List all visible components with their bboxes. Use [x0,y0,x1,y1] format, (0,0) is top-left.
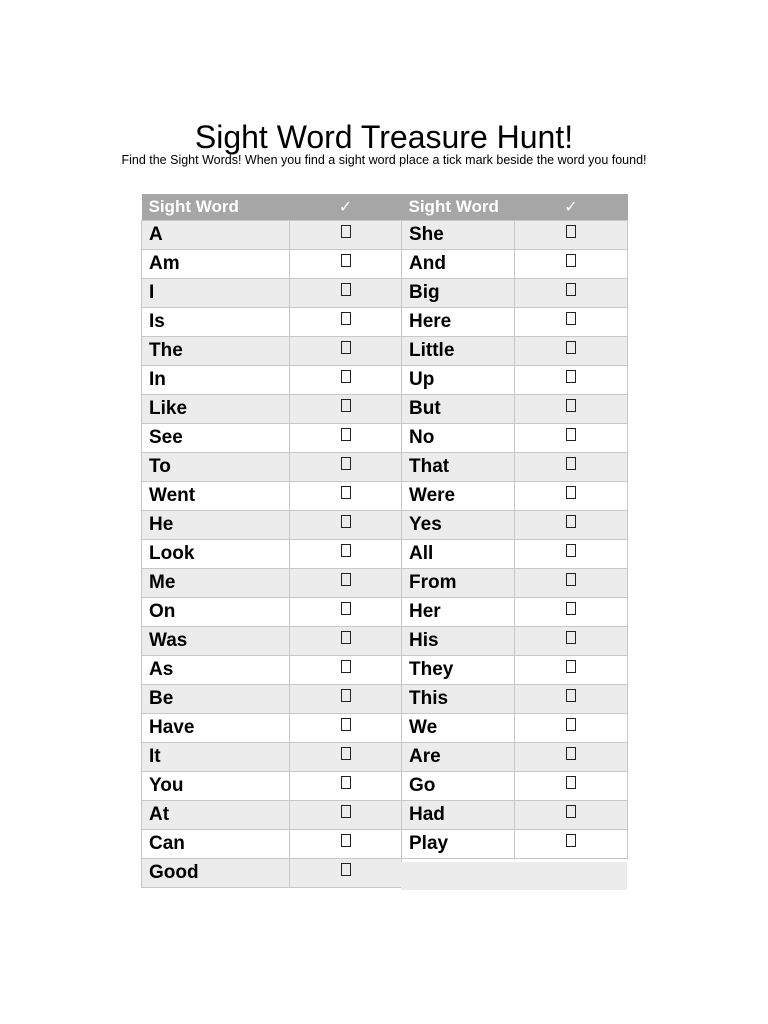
sight-word-cell: Look [142,540,290,569]
sight-word-table-right [401,194,628,859]
sight-word-cell: Were [402,482,515,511]
sight-word-cell: Like [142,395,290,424]
left-word-list [142,221,402,888]
table-row [142,424,402,453]
tick-cell[interactable] [290,424,402,453]
tick-cell[interactable] [290,279,402,308]
table-row [142,221,402,250]
tick-cell[interactable] [290,250,402,279]
tick-cell[interactable] [515,424,628,453]
empty-checkbox-icon[interactable] [566,747,576,760]
table-row [142,801,402,830]
table-row [402,656,628,685]
empty-checkbox-icon[interactable] [341,312,351,325]
sight-word-cell: Be [142,685,290,714]
sight-word-cell: Was [142,627,290,656]
empty-checkbox-icon[interactable] [341,660,351,673]
tick-cell[interactable] [290,337,402,366]
empty-checkbox-icon[interactable] [341,805,351,818]
tick-cell[interactable] [290,453,402,482]
sight-word-table-left [141,194,402,888]
table-row [142,830,402,859]
empty-checkbox-icon[interactable] [341,602,351,615]
tick-cell[interactable] [290,221,402,250]
sight-word-cell: And [402,250,515,279]
sight-word-cell: A [142,221,290,250]
sight-word-cell: Is [142,308,290,337]
table-header-row [142,194,402,221]
tick-cell[interactable] [290,308,402,337]
empty-checkbox-icon[interactable] [566,428,576,441]
empty-checkbox-icon[interactable] [566,370,576,383]
empty-checkbox-icon[interactable] [341,689,351,702]
sight-word-cell: Play [402,830,515,859]
column-header-sight-word: Sight Word [402,194,515,221]
empty-checkbox-icon[interactable] [341,370,351,383]
tick-cell[interactable] [515,569,628,598]
table-row [142,308,402,337]
table-row [402,743,628,772]
empty-checkbox-icon[interactable] [341,486,351,499]
sight-word-cell: No [402,424,515,453]
sight-word-cell: Went [142,482,290,511]
tick-cell[interactable] [290,366,402,395]
empty-checkbox-icon[interactable] [566,225,576,238]
table-row [402,424,628,453]
empty-checkbox-icon[interactable] [341,254,351,267]
table-row [402,801,628,830]
tick-cell[interactable] [515,627,628,656]
tick-cell[interactable] [290,743,402,772]
empty-checkbox-icon[interactable] [341,225,351,238]
table-row [402,540,628,569]
table-row [142,540,402,569]
empty-checkbox-icon[interactable] [341,631,351,644]
tick-cell[interactable] [290,859,402,888]
tick-cell[interactable] [515,511,628,540]
tick-cell[interactable] [290,714,402,743]
table-row [142,482,402,511]
sight-word-cell: The [142,337,290,366]
sight-word-cell: But [402,395,515,424]
sight-word-cell: That [402,453,515,482]
empty-checkbox-icon[interactable] [566,718,576,731]
empty-checkbox-icon[interactable] [566,631,576,644]
sight-word-cell: His [402,627,515,656]
tick-cell[interactable] [515,801,628,830]
tick-cell[interactable] [515,366,628,395]
table-row [142,714,402,743]
sight-word-cell: This [402,685,515,714]
sight-word-cell: It [142,743,290,772]
empty-table-filler [401,862,627,890]
column-header-checkmark-icon: ✓ [290,194,402,221]
table-row [402,366,628,395]
sight-word-cell: Are [402,743,515,772]
table-row [142,250,402,279]
tick-cell[interactable] [515,714,628,743]
table-row [142,656,402,685]
empty-checkbox-icon[interactable] [566,660,576,673]
empty-checkbox-icon[interactable] [341,515,351,528]
tick-cell[interactable] [515,482,628,511]
tick-cell[interactable] [515,250,628,279]
tick-cell[interactable] [515,308,628,337]
empty-checkbox-icon[interactable] [566,805,576,818]
tick-cell[interactable] [290,598,402,627]
empty-checkbox-icon[interactable] [566,776,576,789]
tick-cell[interactable] [515,279,628,308]
empty-checkbox-icon[interactable] [341,834,351,847]
table-row [402,569,628,598]
right-word-list [402,221,628,859]
table-row [402,685,628,714]
sight-word-cell: All [402,540,515,569]
sight-word-cell: On [142,598,290,627]
empty-checkbox-icon[interactable] [341,544,351,557]
table-row [402,772,628,801]
sight-word-cell: Here [402,308,515,337]
empty-checkbox-icon[interactable] [566,283,576,296]
tick-cell[interactable] [515,540,628,569]
sight-word-cell: See [142,424,290,453]
table-row [402,221,628,250]
sight-word-cell: We [402,714,515,743]
empty-checkbox-icon[interactable] [566,254,576,267]
table-row [142,569,402,598]
tick-cell[interactable] [290,685,402,714]
empty-checkbox-icon[interactable] [566,515,576,528]
tick-cell[interactable] [290,656,402,685]
table-row [142,685,402,714]
empty-checkbox-icon[interactable] [566,457,576,470]
table-row [402,598,628,627]
sight-word-cell: Go [402,772,515,801]
empty-checkbox-icon[interactable] [566,689,576,702]
sight-word-cell: He [142,511,290,540]
tick-cell[interactable] [515,772,628,801]
sight-word-cell: Am [142,250,290,279]
table-row [402,279,628,308]
sight-word-cell: Good [142,859,290,888]
table-row [402,308,628,337]
empty-checkbox-icon[interactable] [341,283,351,296]
empty-checkbox-icon[interactable] [341,776,351,789]
table-row [142,337,402,366]
table-row [142,511,402,540]
tick-cell[interactable] [290,830,402,859]
sight-word-cell: She [402,221,515,250]
sight-word-cell: Me [142,569,290,598]
sight-word-cell: At [142,801,290,830]
tick-cell[interactable] [290,627,402,656]
table-row [402,395,628,424]
empty-checkbox-icon[interactable] [341,457,351,470]
sight-word-cell: Up [402,366,515,395]
tick-cell[interactable] [515,221,628,250]
sight-word-cell: In [142,366,290,395]
empty-checkbox-icon[interactable] [566,544,576,557]
tick-cell[interactable] [290,482,402,511]
sight-word-cell: Big [402,279,515,308]
tick-cell[interactable] [290,569,402,598]
empty-checkbox-icon[interactable] [341,341,351,354]
tick-cell[interactable] [515,337,628,366]
table-row [142,395,402,424]
sight-word-cell: From [402,569,515,598]
tick-cell[interactable] [290,540,402,569]
page-title: Sight Word Treasure Hunt! [194,119,574,156]
empty-checkbox-icon[interactable] [566,341,576,354]
tick-cell[interactable] [515,830,628,859]
sight-word-cell: Yes [402,511,515,540]
empty-checkbox-icon[interactable] [566,573,576,586]
table-row [142,627,402,656]
empty-checkbox-icon[interactable] [566,312,576,325]
table-row [402,337,628,366]
sight-word-cell: Little [402,337,515,366]
table-row [142,279,402,308]
sight-word-cell: I [142,279,290,308]
empty-checkbox-icon[interactable] [566,399,576,412]
sight-word-cell: You [142,772,290,801]
tick-cell[interactable] [515,743,628,772]
table-row [142,598,402,627]
table-row [402,453,628,482]
tick-cell[interactable] [515,656,628,685]
tick-cell[interactable] [515,395,628,424]
table-row [402,627,628,656]
table-row [402,714,628,743]
tick-cell[interactable] [290,801,402,830]
table-row [402,830,628,859]
sight-word-cell: Had [402,801,515,830]
sight-word-cell: Her [402,598,515,627]
instructions-text: Find the Sight Words! When you find a sight word place a tick mark beside the word you found! [121,153,647,167]
empty-checkbox-icon[interactable] [566,834,576,847]
tick-cell[interactable] [515,598,628,627]
empty-checkbox-icon[interactable] [566,486,576,499]
table-row [142,743,402,772]
tick-cell[interactable] [290,395,402,424]
empty-checkbox-icon[interactable] [341,718,351,731]
empty-checkbox-icon[interactable] [341,747,351,760]
empty-checkbox-icon[interactable] [341,428,351,441]
tick-cell[interactable] [290,511,402,540]
empty-checkbox-icon[interactable] [566,602,576,615]
column-header-checkmark-icon: ✓ [515,194,628,221]
sight-word-cell: To [142,453,290,482]
table-row [142,366,402,395]
table-row [142,772,402,801]
table-header-row [402,194,628,221]
table-row [142,453,402,482]
table-row [402,511,628,540]
empty-checkbox-icon[interactable] [341,573,351,586]
tick-cell[interactable] [515,685,628,714]
column-header-sight-word: Sight Word [142,194,290,221]
sight-word-cell: They [402,656,515,685]
table-row [402,250,628,279]
sight-word-cell: Can [142,830,290,859]
table-row [142,859,402,888]
empty-checkbox-icon[interactable] [341,863,351,876]
table-row [402,482,628,511]
sight-word-cell: Have [142,714,290,743]
sight-word-cell: As [142,656,290,685]
empty-checkbox-icon[interactable] [341,399,351,412]
tick-cell[interactable] [290,772,402,801]
tick-cell[interactable] [515,453,628,482]
